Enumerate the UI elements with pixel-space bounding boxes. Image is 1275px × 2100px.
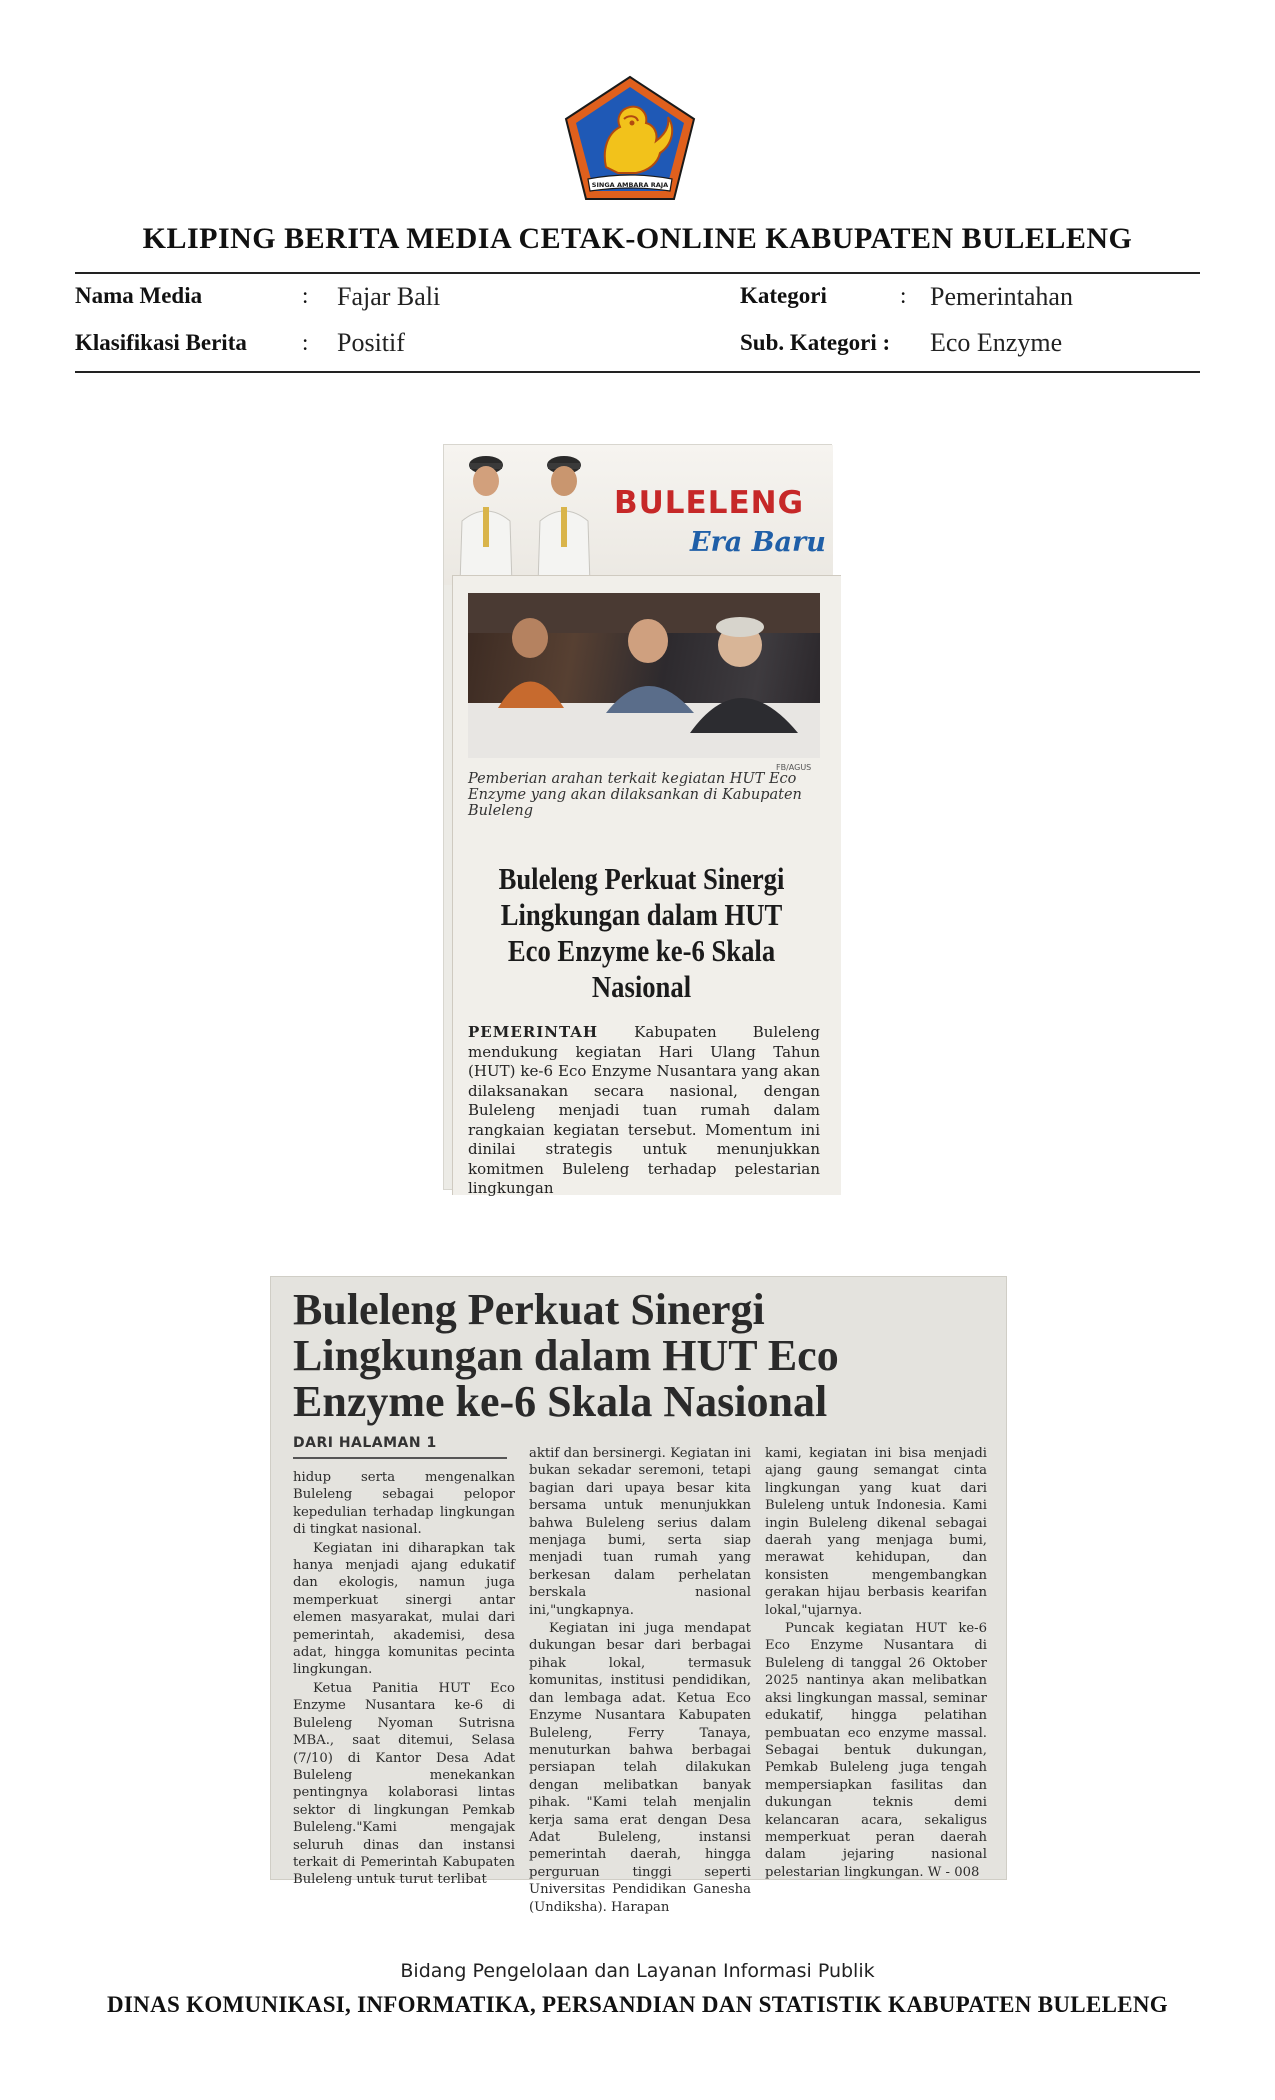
banner-title: BULELENG [614, 485, 805, 521]
lead-word: PEMERINTAH [468, 1023, 599, 1041]
paragraph: hidup serta mengenalkan Buleleng sebagai pelopor kepedulian terhadap lingkungan di tingkat nasional. [293, 1470, 515, 1538]
colon: : [302, 283, 309, 308]
paragraph: Ketua Panitia HUT Eco Enzyme Nusantara ke-6 di Buleleng Nyoman Sutrisna MBA., saat ditemui, Selasa (7/10) di Kantor Desa Adat Buleleng menekankan pentingnya kolaborasi lintas sektor di lingkungan Pemkab Buleleng."Kami mengajak seluruh dinas dan instansi terkait di Pemerintah Kabupaten Buleleng untuk turut terlibat [293, 1680, 515, 1888]
divider-bottom [75, 371, 1200, 373]
regent-portrait-icon [456, 451, 516, 585]
article-lead-paragraph [468, 1023, 820, 1199]
klasifikasi-label: Klasifikasi Berita [75, 330, 247, 355]
banner-subtitle: Era Baru [690, 527, 826, 558]
paragraph: Puncak kegiatan HUT ke-6 Eco Enzyme Nusantara di Buleleng di tanggal 26 Oktober 2025 nantinya akan melibatkan aksi lingkungan massal, seminar edukatif, hingga pelatihan pembuatan eco enzyme massal. Sebagai bentuk dukungan, Pemkab Buleleng juga tengah mempersiapkan fasilitas dan dukungan teknis demi kelancaran acara, sekaligus memperkuat peran daerah dalam jejaring nasional pelestarian lingkungan. W - 008 [765, 1621, 987, 1880]
news-photo [468, 593, 820, 758]
article-column-3 [765, 1445, 987, 1882]
paragraph: Kegiatan ini juga mendapat dukungan besar dari berbagai pihak lokal, termasuk komunitas, institusi pendidikan, dan lembaga adat. Ketua Eco Enzyme Nusantara Kabupaten Buleleng, Ferry Tanaya, menuturkan bahwa berbagai persiapan telah dilakukan dengan melibatkan banyak pihak. "Kami telah menjalin kerja sama erat dengan Desa Adat Buleleng, instansi pemerintah daerah, hingga perguruan tinggi seperti Universitas Pendidikan Ganesha (Undiksha). Harapan [529, 1621, 751, 1915]
footer-agency: DINAS KOMUNIKASI, INFORMATIKA, PERSANDIAN DAN STATISTIK KABUPATEN BULELENG [107, 1992, 1168, 2017]
sub-kategori-value: Eco Enzyme [930, 328, 1063, 357]
paragraph: aktif dan bersinergi. Kegiatan ini bukan sekadar seremoni, tetapi bagian dari upaya besar kita bersama untuk menunjukkan bahwa Buleleng serius dalam menjaga bumi, serta siap menjadi tuan rumah yang berkesan dalam perhelatan berskala nasional ini,"ungkapnya. [529, 1446, 751, 1618]
article-column-1 [293, 1469, 515, 1890]
photo-caption: Pemberian arahan terkait kegiatan HUT Eco Enzyme yang akan dilaksankan di Kabupaten Buleleng [468, 771, 802, 819]
divider-top [75, 272, 1200, 274]
continued-from-label: DARI HALAMAN 1 [293, 1435, 437, 1451]
svg-text:SINGA AMBARA RAJA: SINGA AMBARA RAJA [591, 181, 669, 189]
colon: : [302, 330, 309, 355]
article-headline: Buleleng Perkuat Sinergi Lingkungan dalam HUT Eco Enzyme ke-6 Skala Nasional [498, 861, 785, 1004]
newspaper-clipping-continuation [270, 1276, 1007, 1915]
kategori-label: Kategori [740, 283, 827, 308]
footer-division: Bidang Pengelolaan dan Layanan Informasi Publik [400, 1960, 875, 1982]
regency-emblem-icon [562, 75, 698, 203]
sub-kategori-label: Sub. Kategori : [740, 330, 891, 355]
paragraph: Kegiatan ini diharapkan tak hanya menjadi ajang edukatif dan ekologis, namun juga memperkuat sinergi antar elemen masyarakat, mulai dari pemerintah, akademisi, desa adat, hingga komunitas pecinta lingkungan. [293, 1540, 515, 1678]
paragraph: kami, kegiatan ini bisa menjadi ajang gaung semangat cinta lingkungan yang kuat dari Buleleng untuk Indonesia. Kami ingin Buleleng dikenal sebagai daerah yang menjaga bumi, merawat kehidupan, dan konsisten mengembangkan gerakan hijau berbasis kearifan lokal,"ujarnya. [765, 1446, 987, 1618]
article-column-2 [529, 1445, 751, 1917]
document-title: KLIPING BERITA MEDIA CETAK-ONLINE KABUPATEN BULELENG [142, 222, 1133, 255]
klasifikasi-value: Positif [337, 328, 405, 357]
lead-text: Kabupaten Buleleng mendukung kegiatan Hari Ulang Tahun (HUT) ke-6 Eco Enzyme Nusantara yang akan dilaksanakan secara nasional, dengan Buleleng menjadi tuan rumah dalam rangkaian kegiatan tersebut. Momentum ini dinilai strategis untuk menunjukkan komitmen Buleleng terhadap pelestarian lingkungan [468, 1023, 820, 1197]
nama-media-value: Fajar Bali [337, 282, 441, 311]
continuation-headline: Buleleng Perkuat Sinergi Lingkungan dalam HUT Eco Enzyme ke-6 Skala Nasional [293, 1285, 839, 1426]
photo-credit: FB/AGUS [776, 763, 812, 772]
buleleng-era-baru-banner [444, 445, 833, 585]
newspaper-clipping-front [443, 444, 832, 1197]
colon: : [900, 283, 907, 308]
kicker-divider [293, 1457, 507, 1459]
vice-regent-portrait-icon [534, 451, 594, 585]
kategori-value: Pemerintahan [930, 282, 1073, 311]
nama-media-label: Nama Media [75, 283, 203, 308]
